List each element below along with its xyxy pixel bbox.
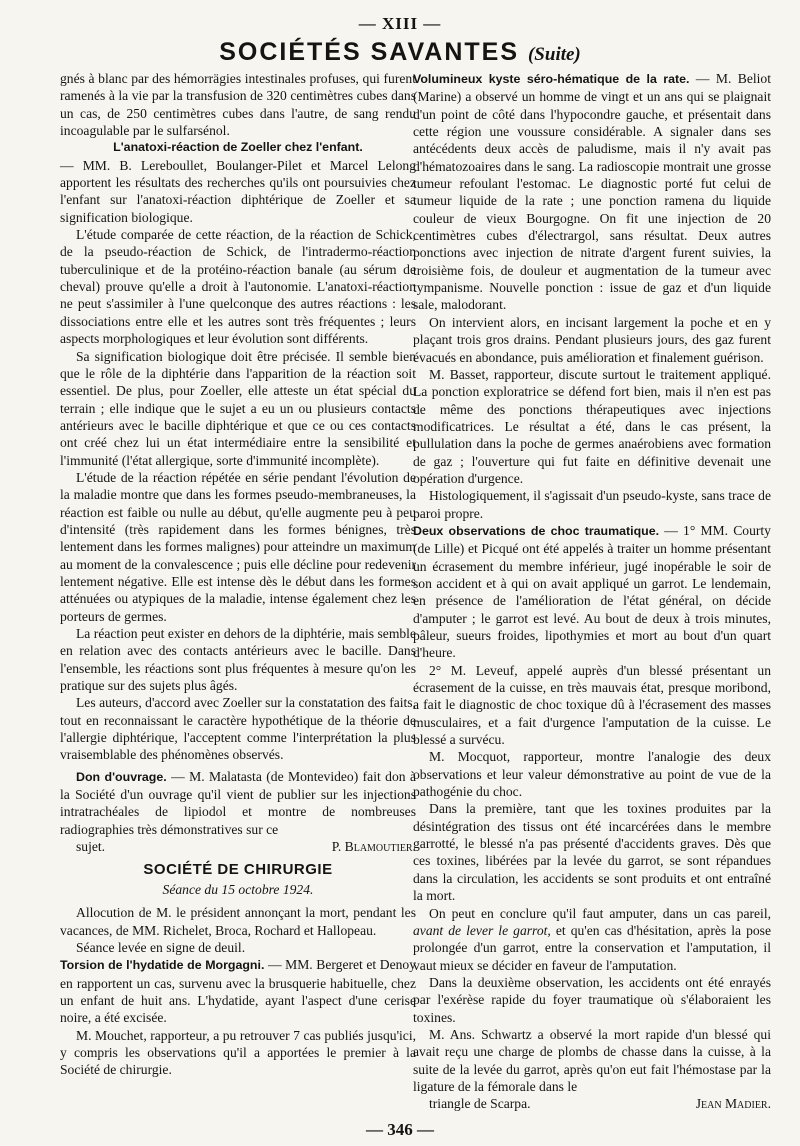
paragraph: L'étude de la réaction répétée en série pendant l'évolution de la maladie montre que dans les formes pseudo-membraneuses, la réaction est faible ou nulle au début, qu'elle augmente peu à peu d'intensité (très rapidement dans les formes bénignes, très lentement dans les formes malignes) pour atteindre un maximum au moment de la convalescence ; puis elle décline pour redevenir lentement négative. Elle est intense dès le début dans les formes atténuées ou atypiques de la maladie, intense également chez les porteurs de germes. [60, 469, 416, 624]
paragraph [413, 70, 771, 314]
paragraph-text: — M. Beliot (Marine) a observé un homme de vingt et un ans qui se plaignait d'un point de côté dans l'hypocondre gauche, et présentait dans cette région une voussure considérable. A signaler dans ses antécédents deux accès de paludisme, mais il n'y avait pas d'hématozoaires dans le sang. La radioscopie montrait une grosse tumeur refoulant l'estomac. Le diagnostic porté fut celui de tumeur liquide de la rate ; une ponction ramena du liquide couleur de vieux Bourgogne. On fit une injection de 20 centimètres cubes d'électrargol, sans résultat. Deux autres ponctions avec injection de nitrate d'argent furent suivies, la troisième fois, de douleur et augmentation de la tumeur avec tympanisme. Nouvelle ponction : issue de gaz et d'un liquide sale, malodorant. [413, 71, 771, 313]
paragraph [413, 522, 771, 662]
paragraph: M. Ans. Schwartz a observé la mort rapide d'un blessé qui avait reçu une charge de plombs de chasse dans la cuisse, à la suite de la levée du garrot, après qu'on eut fait l'hémostase par la ligature de la fémorale dans le [413, 1026, 771, 1094]
paragraph: gnés à blanc par des hémorrägies intestinales profuses, qui furent ramenés à la vie par la transfusion de 320 centimètres cubes dans un cas, de 250 centimètres cubes dans l'autre, de sang rendu incoagulable par le sulfarsénol. [60, 71, 416, 139]
signature-line [413, 1095, 771, 1112]
paragraph: M. Basset, rapporteur, discute surtout le traitement appliqué. La ponction exploratrice se défend fort bien, mais il n'en est pas de même des ponctions thérapeutiques avec injections modificatrices. Le résultat a été, dans le cas présent, la pullulation dans la poche de germes anaérobiens avec formation de gaz ; l'ouverture qui fut faite en définitive devenait une opération d'urgence. [413, 366, 771, 486]
paragraph: Dans la deuxième observation, les accidents ont été enrayés par l'exérèse rapide du foyer traumatique où s'élaboraient les toxines. [413, 974, 771, 1025]
article-heading: Deux observations de choc traumatique. [413, 523, 660, 538]
left-column [60, 70, 416, 1079]
paragraph: On intervient alors, en incisant largement la poche et en y plaçant trois gros drains. Pendant plusieurs jours, des gaz furent évacués en abondance, puis amélioration et finalement guérison. [413, 314, 771, 365]
paragraph [413, 905, 771, 974]
header-suite: (Suite) [527, 44, 581, 65]
article-heading: L'anatoxi-réaction de Zoeller chez l'enfant. [113, 140, 363, 155]
signature-line [60, 838, 416, 855]
paragraph [60, 956, 416, 1026]
paragraph-text: On peut en conclure qu'il faut amputer, dans un cas pareil, [429, 905, 771, 921]
paragraph: La réaction peut exister en dehors de la diphtérie, mais semble en relation avec des contacts antérieurs avec le bacille. Dans l'ensemble, les réactions sont plus fréquentes à mesure qu'on les pratique sur des sujets plus âgés. [60, 626, 416, 694]
article-heading: Volumineux kyste séro-hématique de la rate. [413, 72, 690, 86]
article-heading: Torsion de l'hydatide de Morgagni. [60, 958, 265, 973]
paragraph: 2° M. Leveuf, appelé auprès d'un blessé présentant un écrasement de la cuisse, en très mauvais état, presque moribond, a fait le diagnostic de choc toxique dû à l'écrasement des masses musculaires, et a fait d'urgence l'amputation de la cuisse. Le blessé a survécu. [413, 662, 771, 748]
paragraph: M. Mocquot, rapporteur, montre l'analogie des deux observations et leur valeur démonstrative au point de vue de la pathogénie du choc. [413, 749, 771, 800]
emphasis-text: avant de lever le garrot, [413, 922, 551, 938]
paragraph-text: — M. Malatasta (de Montevideo) fait don à la Société d'un ouvrage qu'il vient de publier sur les injections intratrachéales de lipiodol et montre de nombreuses radiographies très démonstratives sur ce [60, 768, 417, 837]
paragraph: Dans la première, tant que les toxines produites par la désintégration des tissus ont été incarcérées dans le membre garrotté, le blessé n'a pas présenté d'accidents graves. Dès que ces toxines, libérées par la levée du garrot, se sont répandues dans la circulation, les accidents se sont produits et ont entraîné la mort. [413, 801, 771, 904]
paragraph-end: triangle de Scarpa. [429, 1096, 531, 1112]
session-date: Séance du 15 octobre 1924. [162, 881, 314, 897]
paragraph-text: et qu'en cas d'hésitation, après la pose prolongée d'un garrot, entre la conservation et l'amputation, il vaut mieux se décider en faveur de l'amputation. [413, 922, 772, 973]
paragraph [60, 768, 416, 838]
article-heading: Don d'ouvrage. [76, 769, 167, 784]
right-column [413, 70, 771, 1113]
paragraph-text: — MM. Bergeret et Denoy en rapportent un cas, survenu avec la brusquerie habituelle, chez un enfant de huit ans. L'hydatide, ayant l'aspect d'une cerise noire, a été excisée. [60, 957, 416, 1026]
paragraph: Histologiquement, il s'agissait d'un pseudo-kyste, sans trace de paroi propre. [413, 488, 771, 521]
paragraph: Sa signification biologique doit être précisée. Il semble bien que le rôle de la diphtérie dans l'apparition de la réaction soit essentiel. De plus, pour Zoeller, elle atteste un état spécial du terrain ; elle indique que le sujet a eu un ou plusieurs contacts antérieurs avec le bacille diphtérique et que ce ou ces contacts ont créé chez lui un état intermédiaire entre la sensibilité et l'immunité (l'état allergique, sorte d'immunité incomplète). [60, 348, 416, 468]
paragraph: Les auteurs, d'accord avec Zoeller sur la constatation des faits, tout en reconnaissant le caractère hypothétique de la théorie de l'allergie diphtérique, l'acceptent comme l'interprétation la plus vraisemblable des phénomènes observés. [60, 695, 416, 763]
paragraph: Allocution de M. le président annonçant la mort, pendant les vacances, de MM. Richelet, Broca, Rochard et Hallopeau. [60, 905, 416, 938]
header-title: SOCIÉTÉS SAVANTES [219, 38, 520, 66]
page-number: — 346 — [366, 1120, 434, 1139]
paragraph: — MM. B. Lereboullet, Boulanger-Pilet et Marcel Lelong apportent les résultats des recherches qu'ils ont poursuivies chez l'enfant sur l'anatoxi-réaction diphtérique de Zoeller et sa signification biologique. [60, 157, 416, 225]
paragraph: Séance levée en signe de deuil. [76, 939, 246, 955]
paragraph-end: sujet. [76, 839, 106, 855]
roman-page-marker: — XIII — [358, 14, 442, 33]
running-header [0, 38, 800, 67]
paragraph-text: — 1° MM. Courty (de Lille) et Picqué ont été appelés à traiter un homme présentant un écrasement du membre inférieur, jugé inopérable le soir de son accident et à qui on avait appliqué un garrot. Le lendemain, en présence de l'amélioration de l'état général, on décide d'amputer ; le garrot est levé. Au bout de deux à trois minutes, pâleur, sueurs froides, lipothymies et mort au bout d'un quart d'heure. [413, 522, 771, 661]
paragraph: L'étude comparée de cette réaction, de la réaction de Schick, de la pseudo-réaction de Schick, de l'intradermo-réaction tuberculinique et de la protéino-réaction banale (au sérum de cheval) prouve qu'elle a droit à l'autonomie. L'anatoxi-réaction ne peut s'assimiler à l'une quelconque des autres réactions : les dissociations entre elle et les autres sont très fréquentes ; leurs aspects morphologiques et leur évolution sont différents. [60, 227, 416, 347]
author-signature: Jean Madier. [695, 1096, 771, 1112]
section-title: SOCIÉTÉ DE CHIRURGIE [143, 861, 333, 879]
paragraph: M. Mouchet, rapporteur, a pu retrouver 7 cas publiés jusqu'ici, y compris les observations qu'il a apportées le premier à la Société de chirurgie. [60, 1027, 416, 1078]
author-signature: P. Blamoutier. [331, 839, 416, 855]
